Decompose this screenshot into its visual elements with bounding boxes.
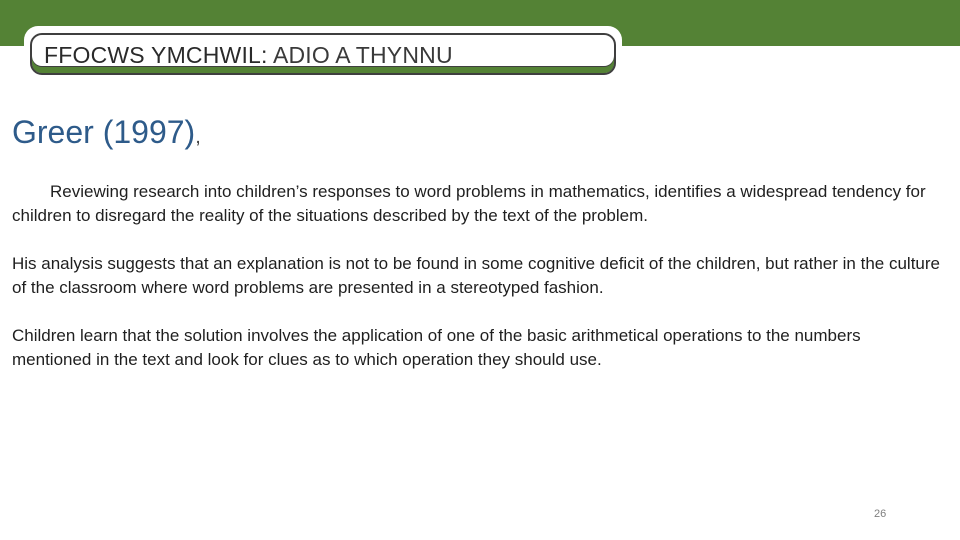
slide-title-suffix: , xyxy=(195,126,201,148)
section-header-part1: FFOCWS YMCHWIL: xyxy=(44,42,273,68)
page-number: 26 xyxy=(874,508,887,520)
slide-title xyxy=(12,114,201,151)
body-paragraph-1: Reviewing research into children’s responses to word problems in mathematics, identifies a widespread tendency for children to disregard the reality of the situations described by the text of the problem. xyxy=(12,182,926,225)
section-header-part2: ADIO A THYNNU xyxy=(272,42,453,68)
body-paragraph-3: Children learn that the solution involves the application of one of the basic arithmetical operations to the numbers mentioned in the text and look for clues as to which operation they should use. xyxy=(12,326,861,369)
slide-title-text: Greer (1997) xyxy=(12,114,196,150)
slide-body xyxy=(12,180,942,396)
body-paragraph-2: His analysis suggests that an explanation is not to be found in some cognitive deficit of the children, but rather in the culture of the classroom where word problems are presented in a stereotyped fashion. xyxy=(12,254,940,297)
section-header xyxy=(44,42,453,69)
